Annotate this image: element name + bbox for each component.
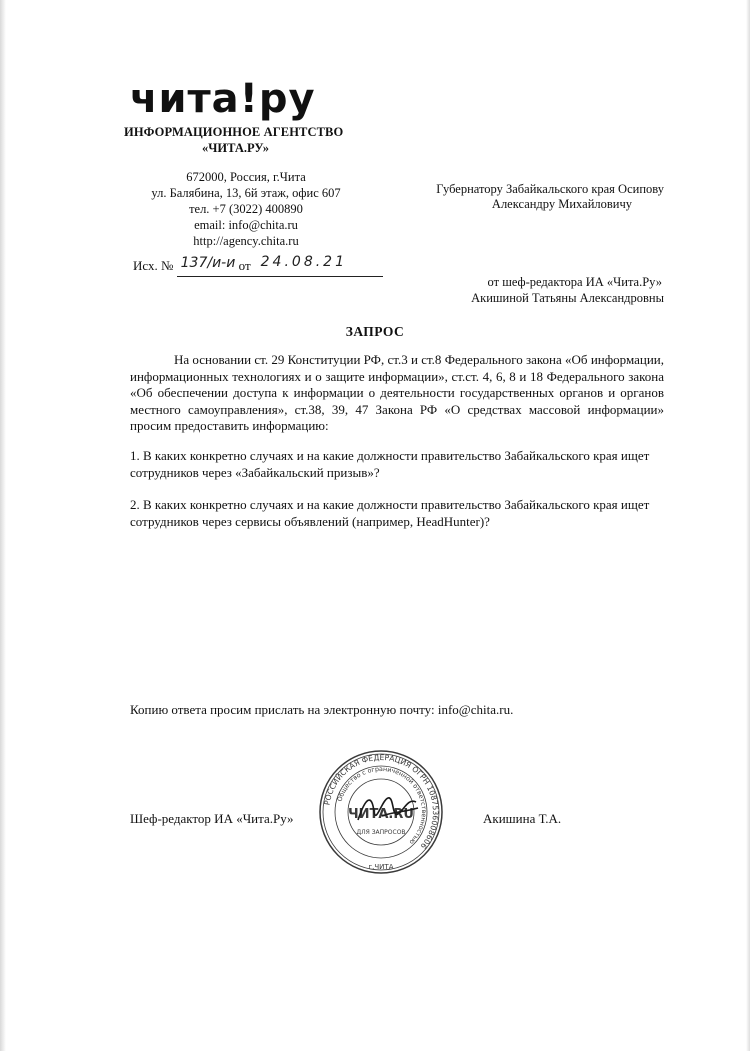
- copy-request: Копию ответа просим прислать на электронную почту: info@chita.ru.: [130, 702, 514, 717]
- outgoing-prefix: Исх. №: [133, 258, 174, 273]
- agency-brand: «ЧИТА.РУ»: [202, 141, 269, 155]
- intro-text: На основании ст. 29 Конституции РФ, ст.3 и ст.8 Федерального закона «Об информации, информационных технологиях и о защите информации», ст.ст. 4, 6, 8 и 18 Федерального закона «Об обеспечении доступа к информации о деятельности государственных органов и органов местного самоуправления», ст.38, 39, 47 Закона РФ «О средствах массовой информации» просим предоставить информацию:: [130, 352, 664, 433]
- outgoing-field: [177, 254, 383, 277]
- signer-title: Шеф-редактор ИА «Чита.Ру»: [130, 811, 294, 826]
- recipient-line: Губернатору Забайкальского края Осипову: [436, 182, 664, 196]
- outgoing-from: от: [238, 258, 251, 273]
- chita-ru-logo: [128, 78, 340, 124]
- question-1: 1. В каких конкретно случаях и на какие должности правительство Забайкальского края ищет сотрудников через «Забайкальский призыв»?: [130, 448, 650, 480]
- sender-line: от шеф-редактора ИА «Чита.Ру»: [487, 275, 662, 289]
- stamp-city-text: г.ЧИТА: [368, 863, 394, 871]
- question-2: 2. В каких конкретно случаях и на какие должности правительство Забайкальского края ищет сотрудников через сервисы объявлений (например, HeadHunter)?: [130, 497, 650, 529]
- recipient-line: Александру Михайловичу: [491, 197, 632, 211]
- document-title: ЗАПРОС: [345, 324, 405, 339]
- handwritten-number: 137/и-и: [180, 255, 236, 271]
- scan-edge-right: [746, 0, 750, 1051]
- website-line: http://agency.chita.ru: [193, 234, 299, 248]
- handwritten-date: 24.08.21: [260, 254, 347, 270]
- address-line: 672000, Россия, г.Чита: [186, 170, 306, 184]
- stamp-center-text: ЧИТА.RU: [348, 807, 414, 822]
- phone-line: тел. +7 (3022) 400890: [189, 202, 303, 216]
- agency-name: ИНФОРМАЦИОННОЕ АГЕНТСТВО: [124, 125, 344, 139]
- stamp-inner-text: Общество с ограниченной ответственностью: [336, 765, 428, 846]
- logo-text: чита!ру: [130, 78, 316, 122]
- intro-paragraph: [130, 352, 664, 435]
- address-line: ул. Балябина, 13, 6й этаж, офис 607: [151, 186, 341, 200]
- sender-line: Акишиной Татьяны Александровны: [471, 291, 664, 305]
- scan-edge-left: [0, 0, 6, 1051]
- stamp-outer-text: РОССИЙСКАЯ ФЕДЕРАЦИЯ ОГРН 1087536008606: [322, 752, 441, 851]
- email-line: email: info@chita.ru: [194, 218, 298, 232]
- signer-name: Акишина Т.А.: [483, 811, 562, 826]
- handwritten-signature: [352, 790, 422, 830]
- outgoing-number: [133, 254, 383, 277]
- stamp-sub-text: ДЛЯ ЗАПРОСОВ: [356, 829, 406, 836]
